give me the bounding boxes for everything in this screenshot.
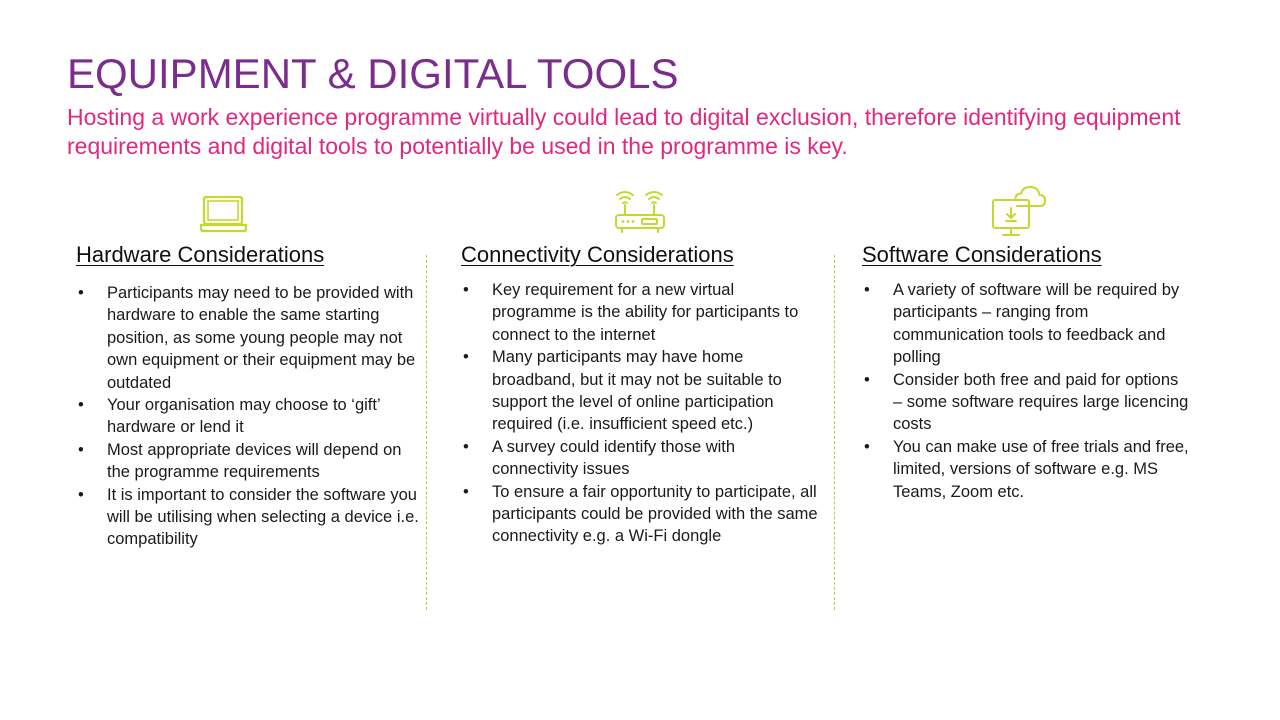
connectivity-column [461, 240, 821, 548]
list-item: • A variety of software will be required by participants – ranging from communication tools to feedback and polling [864, 281, 1180, 367]
page-subtitle: Hosting a work experience programme virtually could lead to digital exclusion, therefore identifying equipment requirements and digital tools to potentially be used in the programme is key. [67, 104, 1181, 159]
list-item: • Your organisation may choose to ‘gift’ hardware or lend it [78, 396, 381, 437]
laptop-icon [199, 194, 249, 234]
list-item: • Many participants may have home broadband, but it may not be suitable to support the level of online participation required (i.e. insufficient speed etc.) [463, 348, 782, 434]
hardware-list [76, 282, 421, 551]
list-item: • Consider both free and paid for options – some software requires large licencing costs [864, 370, 1189, 434]
software-list [862, 279, 1192, 503]
connectivity-list [461, 279, 821, 548]
list-item: • Participants may need to be provided with hardware to enable the same starting position, as some young people may not own equipment or their equipment may be outdated [78, 284, 416, 392]
column-divider-left [426, 255, 427, 610]
list-item: • To ensure a fair opportunity to participate, all participants could be provided with the same connectivity e.g. a Wi-Fi dongle [463, 482, 818, 546]
page-title: EQUIPMENT & DIGITAL TOOLS [67, 50, 679, 97]
hardware-heading: Hardware Considerations [76, 242, 325, 267]
list-item: • You can make use of free trials and free, limited, versions of software e.g. MS Teams, Zoom etc. [864, 437, 1189, 501]
column-divider-right [834, 255, 835, 610]
list-item: • Most appropriate devices will depend on the programme requirements [78, 440, 402, 482]
list-item: • It is important to consider the software you will be utilising when selecting a device i.e. compatibility [78, 485, 419, 549]
cloud-download-icon [990, 184, 1046, 238]
list-item: • A survey could identify those with connectivity issues [463, 437, 736, 479]
hardware-column [76, 240, 421, 551]
connectivity-heading: Connectivity Considerations [461, 242, 734, 267]
software-heading: Software Considerations [862, 242, 1102, 267]
router-icon [612, 186, 668, 236]
list-item: • Key requirement for a new virtual programme is the ability for participants to connect to the internet [463, 281, 799, 344]
software-column [862, 240, 1192, 503]
